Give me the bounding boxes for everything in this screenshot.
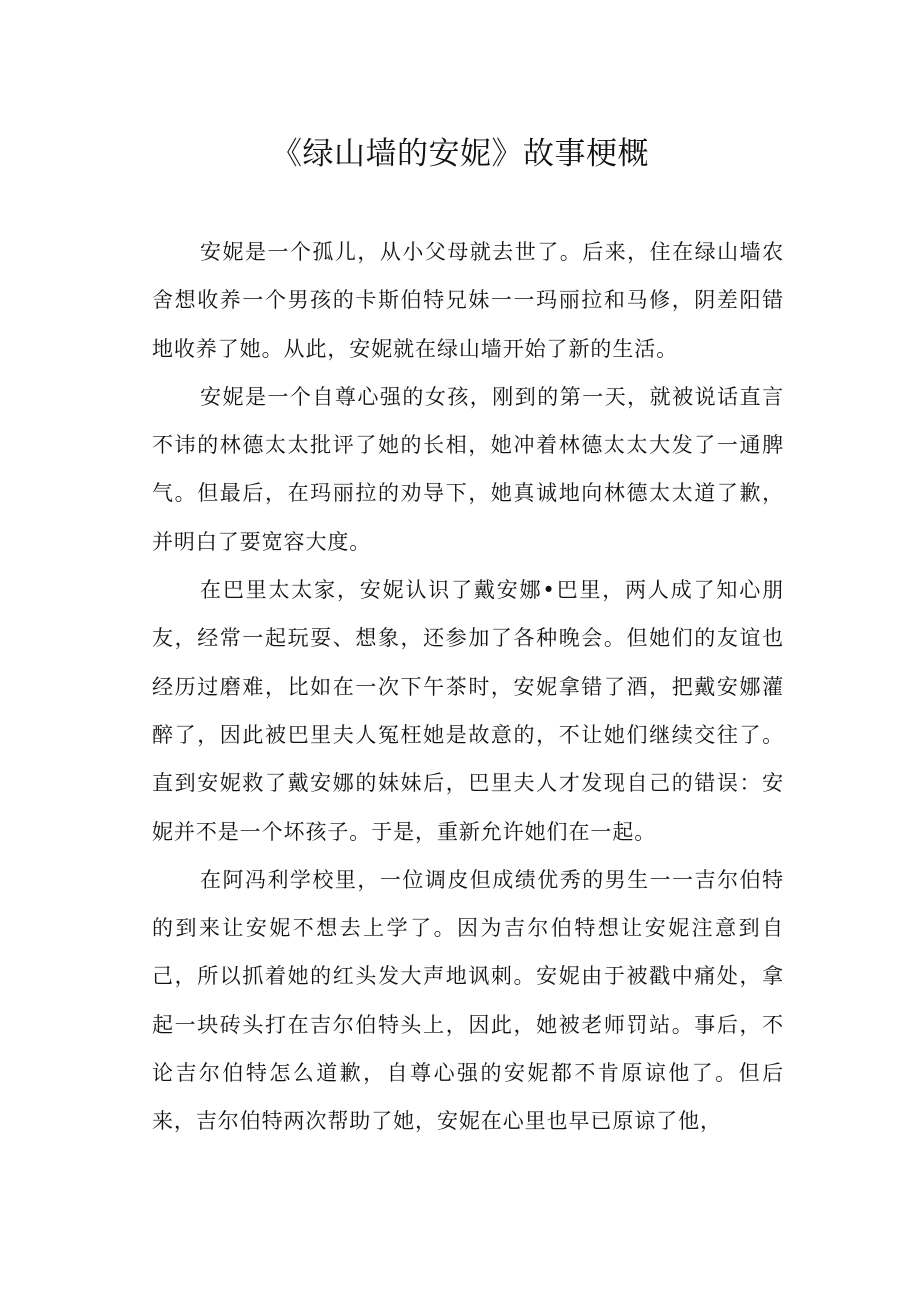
paragraph: 安妮是一个自尊心强的女孩，刚到的第一天，就被说话直言不讳的林德太太批评了她的长相，她冲着林德太太大发了一通脾气。但最后，在玛丽拉的劝导下，她真诚地向林德太太道了歉，并明白了要宽容大度。 <box>152 384 784 554</box>
document-body <box>152 228 784 1146</box>
document-title: 《绿山墙的安妮》故事梗概 <box>271 136 649 172</box>
paragraph: 在阿冯利学校里，一位调皮但成绩优秀的男生一一吉尔伯特的到来让安妮不想去上学了。因为吉尔伯特想让安妮注意到自己，所以抓着她的红头发大声地讽刺。安妮由于被戳中痛处，拿起一块砖头打在吉尔伯特头上，因此，她被老师罚站。事后，不论吉尔伯特怎么道歉，自尊心强的安妮都不肯原谅他了。但后来，吉尔伯特两次帮助了她，安妮在心里也早已原谅了他， <box>152 867 784 1134</box>
paragraph: 在巴里太太家，安妮认识了戴安娜•巴里，两人成了知心朋友，经常一起玩耍、想象，还参加了各种晚会。但她们的友谊也经历过磨难，比如在一次下午茶时，安妮拿错了酒，把戴安娜灌醉了，因此被巴里夫人冤枉她是故意的，不让她们继续交往了。直到安妮救了戴安娜的妹妹后，巴里夫人才发现自己的错误：安妮并不是一个坏孩子。于是，重新允许她们在一起。 <box>152 578 784 844</box>
paragraph: 安妮是一个孤儿，从小父母就去世了。后来，住在绿山墙农舍想收养一个男孩的卡斯伯特兄妹一一玛丽拉和马修，阴差阳错地收养了她。从此，安妮就在绿山墙开始了新的生活。 <box>152 240 784 361</box>
